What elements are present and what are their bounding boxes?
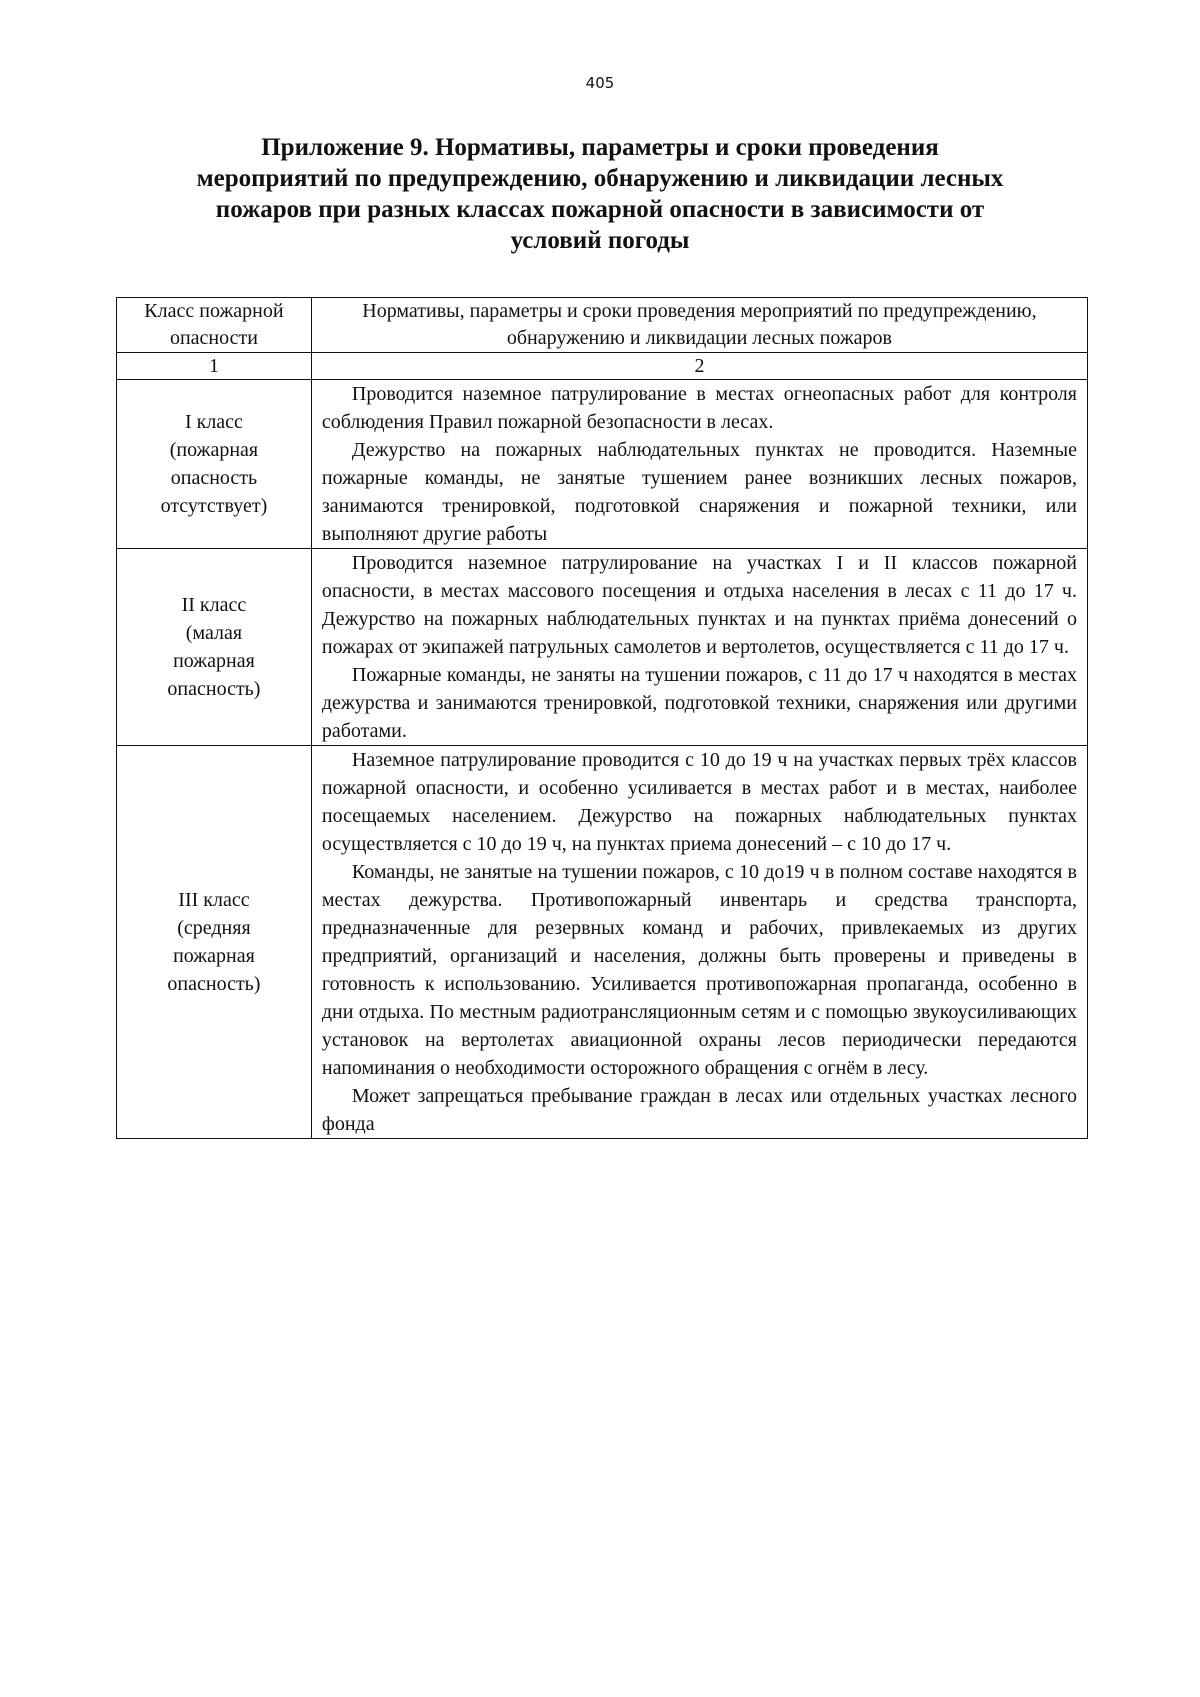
class-desc: пожарная <box>173 650 255 672</box>
measures-paragraph: Проводится наземное патрулирование в местах огнеопасных работ для контроля соблюдения Правил пожарной безопасности в лесах. <box>321 383 1077 433</box>
class-cell <box>117 746 312 1139</box>
class-label: I класс <box>184 411 243 433</box>
measures-paragraph: Наземное патрулирование проводится с 10 до 19 ч на участках первых трёх классов пожарной опасности, и особенно усиливается в местах работ и в местах, наиболее посещаемых населением. Дежурство на пожарных наблюдательных пунктах осуществляется с 10 до 19 ч, на пунктах приема донесений – с 10 до 17 ч. <box>321 749 1077 855</box>
class-label: III класс <box>178 889 250 911</box>
page-title <box>100 132 1100 256</box>
class-desc: (средняя <box>177 917 251 939</box>
class-label: II класс <box>181 594 247 616</box>
measures-paragraph: Может запрещаться пребывание граждан в лесах или отдельных участках лесного фонда <box>321 1085 1077 1135</box>
measures-paragraph: Проводится наземное патрулирование на участках I и II классов пожарной опасности, в местах массового посещения и отдыха населения в лесах с 11 до 17 ч. Дежурство на пожарных наблюдательных пунктах и на пунктах приёма донесений о пожарах от экипажей патрульных самолетов и вертолетов, осуществляется с 11 до 17 ч. <box>321 552 1077 658</box>
measures-paragraph: Пожарные команды, не заняты на тушении пожаров, с 11 до 17 ч находятся в местах дежурства и занимаются тренировкой, подготовкой техники, снаряжения или другими работами. <box>321 664 1077 742</box>
page-number: 405 <box>585 74 615 92</box>
measures-cell <box>311 746 1087 1139</box>
class-desc: опасность <box>170 467 258 489</box>
class-desc: отсутствует) <box>160 495 268 517</box>
table-row <box>117 549 1088 746</box>
fire-danger-table <box>116 297 1088 1139</box>
class-desc: опасность) <box>167 973 261 995</box>
class-cell <box>117 380 312 549</box>
table-row <box>117 380 1088 549</box>
title-line: мероприятий по предупреждению, обнаружению и ликвидации лесных <box>196 165 1004 192</box>
measures-paragraph: Дежурство на пожарных наблюдательных пунктах не проводится. Наземные пожарные команды, не занятые тушением ранее возникших лесных пожаров, занимаются тренировкой, подготовкой снаряжения и пожарной техники, или выполняют другие работы <box>321 439 1077 545</box>
measures-paragraph: Команды, не занятые на тушении пожаров, с 10 до19 ч в полном составе находятся в местах дежурства. Противопожарный инвентарь и средства транспорта, предназначенные для резервных команд и рабочих, привлекаемых из других предприятий, организаций и населения, должны быть проверены и приведены в готовность к использованию. Усиливается противопожарная пропаганда, особенно в дни отдыха. По местным радиотрансляционным сетям и с помощью звукоусиливающих установок на вертолетах авиационной охраны лесов периодически передаются напоминания о необходимости осторожного обращения с огнём в лесу. <box>321 861 1077 1079</box>
class-desc: опасность) <box>167 678 261 700</box>
header-measures: Нормативы, параметры и сроки проведения мероприятий по предупреждению, обнаружению и ликвидации лесных пожаров <box>311 298 1087 353</box>
header-class: Класс пожарной опасности <box>117 298 312 353</box>
table-row <box>117 746 1088 1139</box>
title-line: Приложение 9. Нормативы, параметры и сроки проведения <box>261 134 939 161</box>
column-number-row <box>117 353 1088 380</box>
measures-cell <box>311 549 1087 746</box>
table-header-row <box>117 298 1088 353</box>
title-line: условий погоды <box>510 227 690 254</box>
title-line: пожаров при разных классах пожарной опасности в зависимости от <box>215 196 985 223</box>
class-desc: (малая <box>185 622 243 644</box>
measures-cell <box>311 380 1087 549</box>
class-desc: (пожарная <box>169 439 259 461</box>
class-cell <box>117 549 312 746</box>
class-desc: пожарная <box>173 945 255 967</box>
column-number: 1 <box>117 353 312 380</box>
column-number: 2 <box>311 353 1087 380</box>
